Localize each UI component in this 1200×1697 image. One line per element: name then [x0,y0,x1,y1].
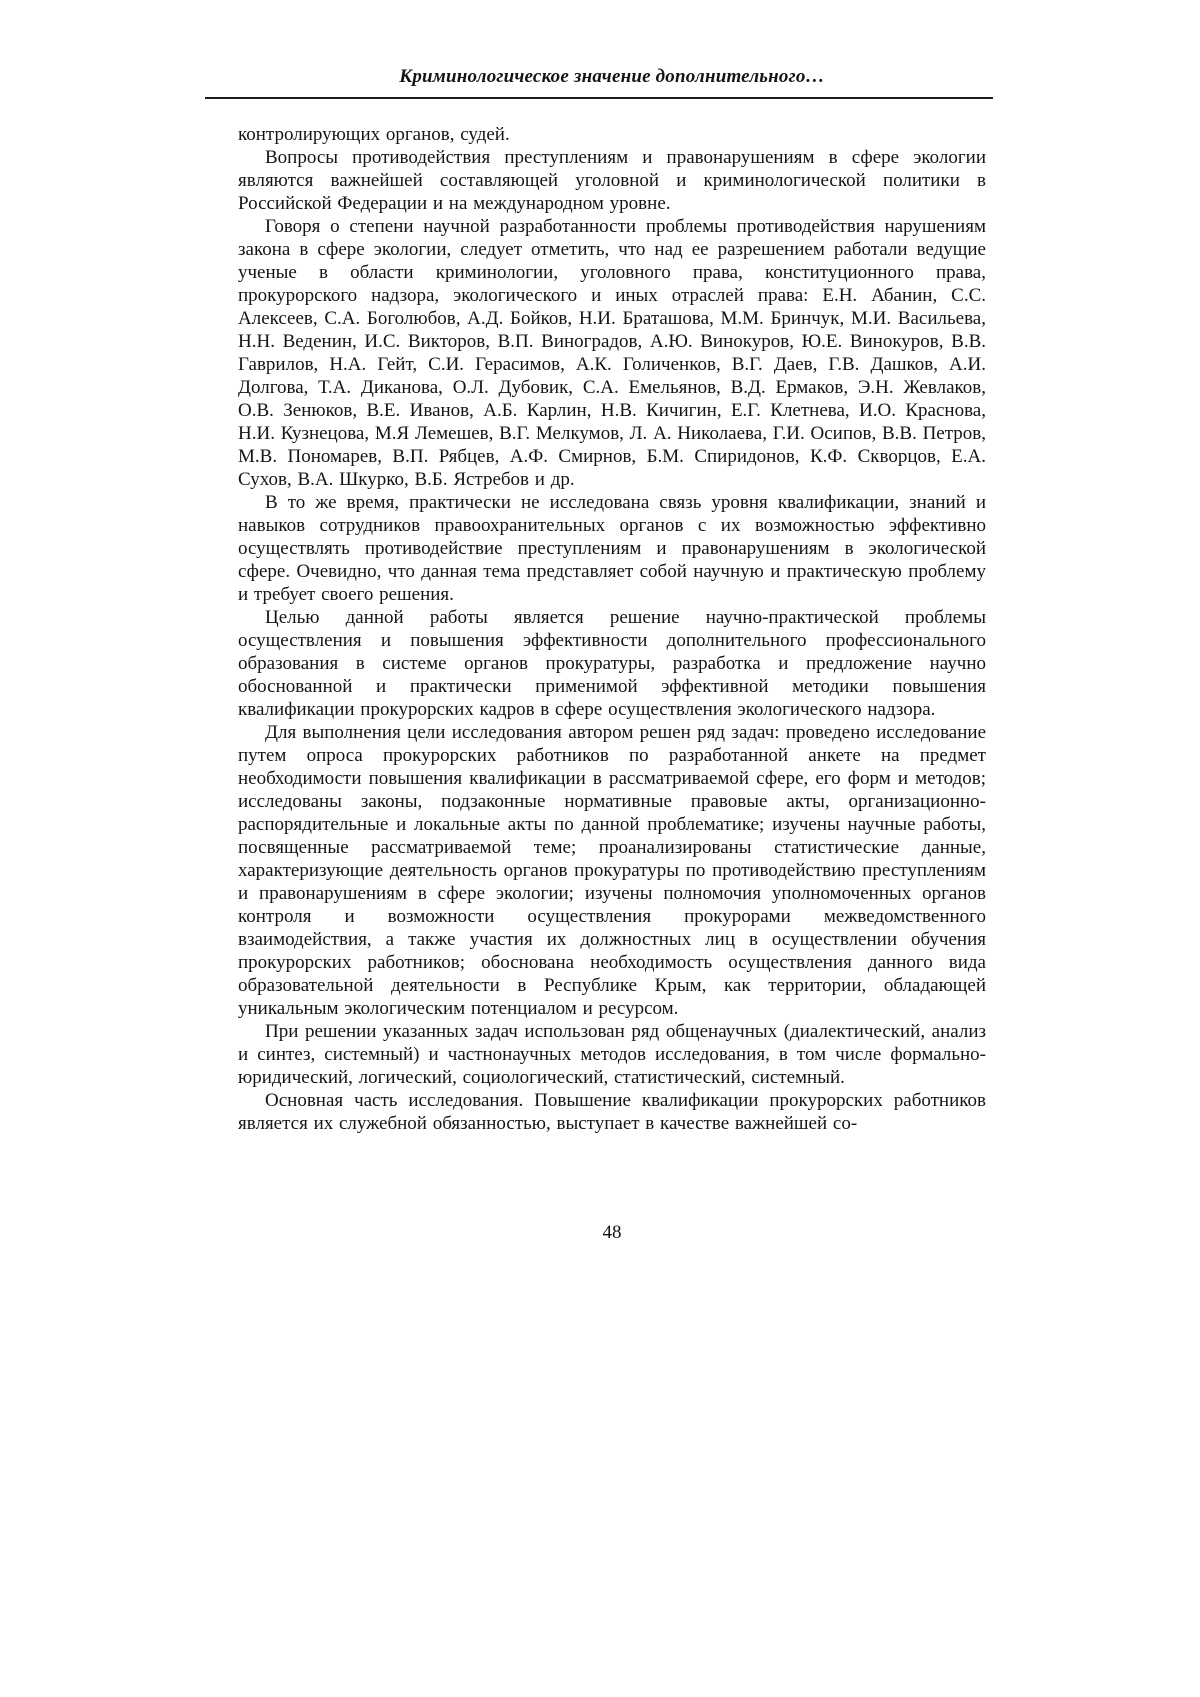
paragraph: Для выполнения цели исследования автором решен ряд задач: проведено исследование путем опроса прокурорских работников по разработанной анкете на предмет необходимости повышения квалификации в рассматриваемой сфере, его форм и методов; исследованы законы, подзаконные нормативные правовые акты, организационно-распорядительные и локальные акты по данной проблематике; изучены научные работы, посвященные рассматриваемой теме; проанализированы статистические данные, характеризующие деятельность органов прокуратуры по противодействию преступлениям и правонарушениям в сфере экологии; изучены полномочия уполномоченных органов контроля и возможности осуществления прокурорами межведомственного взаимодействия, а также участия их должностных лиц в осуществлении обучения прокурорских работников; обоснована необходимость осуществления данного вида образовательной деятельности в Республике Крым, как территории, обладающей уникальным экологическим потенциалом и ресурсом. [238,722,986,1019]
paragraph: Говоря о степени научной разработанности проблемы противодействия нарушениям закона в сфере экологии, следует отметить, что над ее разрешением работали ведущие ученые в области криминологии, уголовного права, конституционного права, прокурорского надзора, экологического и иных отраслей права: Е.Н. Абанин, С.С. Алексеев, С.А. Боголюбов, А.Д. Бойков, Н.И. Браташова, М.М. Бринчук, М.И. Васильева, Н.Н. Веденин, И.С. Викторов, В.П. Виноградов, А.Ю. Винокуров, Ю.Е. Винокуров, В.В. Гаврилов, Н.А. Гейт, С.И. Герасимов, А.К. Голиченков, В.Г. Даев, Г.В. Дашков, А.И. Долгова, Т.А. Диканова, О.Л. Дубовик, С.А. Емельянов, В.Д. Ермаков, Э.Н. Жевлаков, О.В. Зенюков, В.Е. Иванов, А.Б. Карлин, Н.В. Кичигин, Е.Г. Клетнева, И.О. Краснова, Н.И. Кузнецова, М.Я Лемешев, В.Г. Мелкумов, Л. А. Николаева, Г.И. Осипов, В.В. Петров, М.В. Пономарев, В.П. Рябцев, А.Ф. Смирнов, Б.М. Спиридонов, К.Ф. Скворцов, Е.А. Сухов, В.А. Шкурко, В.Б. Ястребов и др. [238,216,986,490]
page-number: 48 [602,1222,622,1243]
paragraph: Вопросы противодействия преступлениям и правонарушениям в сфере экологии являются важнейшей составляющей уголовной и криминологической политики в Российской Федерации и на международном уровне. [238,147,986,214]
page-content [238,66,986,1135]
paragraph: Основная часть исследования. Повышение квалификации прокурорских работников является их служебной обязанностью, выступает в качестве важнейшей со- [238,1090,986,1134]
paragraph: Целью данной работы является решение научно-практической проблемы осуществления и повышения эффективности дополнительного профессионального образования в системе органов прокуратуры, разработка и предложение научно обоснованной и практически применимой эффективной методики повышения квалификации прокурорских кадров в сфере осуществления экологического надзора. [238,607,986,720]
paragraph: контролирующих органов, судей. [238,124,510,145]
header-rule [205,97,993,99]
article-body [238,123,986,1135]
running-head: Криминологическое значение дополнительного… [399,66,825,87]
paragraph: В то же время, практически не исследована связь уровня квалификации, знаний и навыков сотрудников правоохранительных органов с их возможностью эффективно осуществлять противодействие преступлениям и правонарушениям в экологической сфере. Очевидно, что данная тема представляет собой научную и практическую проблему и требует своего решения. [238,492,986,605]
paragraph: При решении указанных задач использован ряд общенаучных (диалектический, анализ и синтез, системный) и частнонаучных методов исследования, в том числе формально-юридический, логический, социологический, статистический, системный. [238,1021,986,1088]
